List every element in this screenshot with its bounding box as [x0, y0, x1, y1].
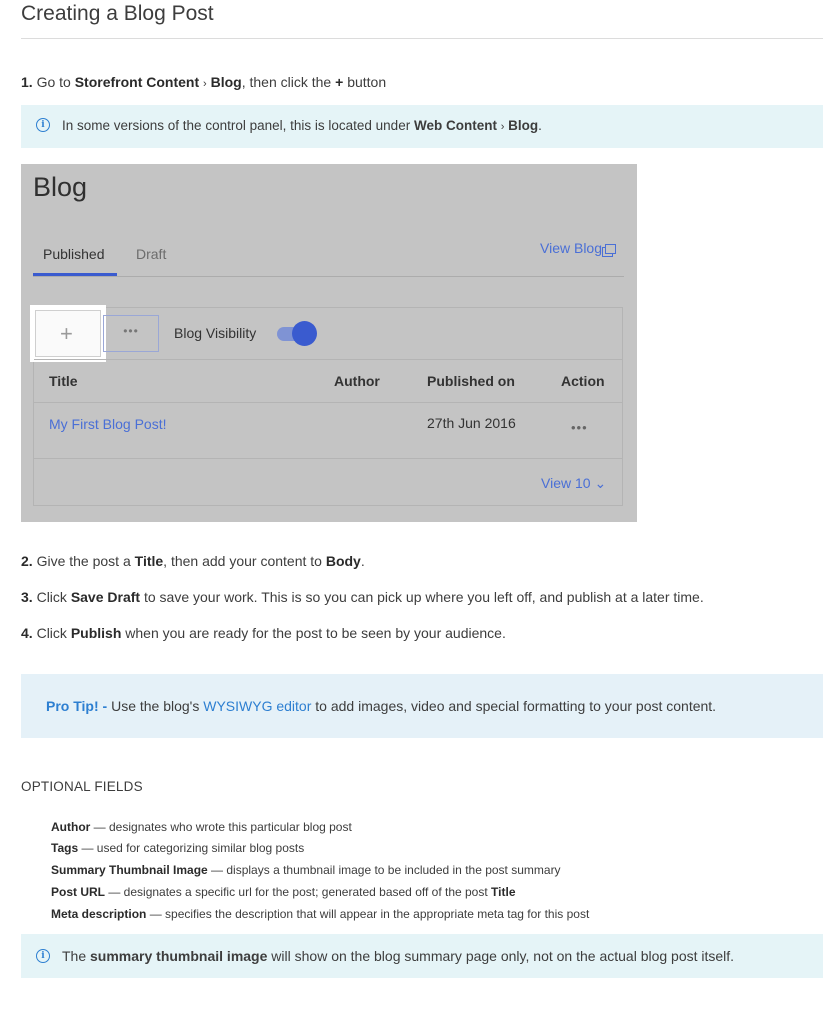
field-desc: — used for categorizing similar blog posts: [81, 841, 305, 855]
step-bold: Storefront Content: [74, 74, 200, 90]
pro-tip-box: [21, 674, 823, 738]
info-icon: i: [36, 949, 50, 963]
field-desc: — specifies the description that will appear in the appropriate meta tag for this post: [149, 907, 590, 921]
add-post-button[interactable]: [35, 310, 101, 357]
title-divider: [21, 38, 823, 39]
step-text: Click: [36, 589, 67, 605]
step-bold: Body: [325, 553, 361, 569]
column-header-title[interactable]: Title: [49, 373, 78, 389]
pro-tip-text: Use the blog's: [111, 698, 200, 714]
step-number: 4.: [21, 625, 33, 641]
note-bold: summary thumbnail image: [90, 948, 268, 964]
field-desc: — designates who wrote this particular blog post: [93, 820, 352, 834]
step-number: 2.: [21, 553, 33, 569]
info-icon: i: [36, 118, 50, 132]
step-text: when you are ready for the post to be seen by your audience.: [125, 625, 506, 641]
column-header-author[interactable]: Author: [334, 373, 380, 389]
step-bold: +: [335, 74, 344, 90]
row-divider: [34, 458, 622, 459]
field-item-author: [51, 819, 352, 835]
pro-tip-label: Pro Tip! -: [46, 698, 108, 714]
plus-icon: +: [60, 321, 73, 346]
post-action-menu[interactable]: •••: [571, 420, 588, 435]
step-1: [21, 73, 386, 93]
pro-tip-text: to add images, video and special formatting to your post content.: [315, 698, 717, 714]
step-number: 3.: [21, 589, 33, 605]
column-header-action: Action: [561, 373, 605, 389]
tab-draft[interactable]: Draft: [136, 246, 167, 262]
wysiwyg-editor-link[interactable]: WYSIWYG editor: [203, 698, 312, 714]
post-published-date: 27th Jun 2016: [427, 415, 516, 431]
tabs-divider: [33, 276, 624, 277]
step-text: Give the post a: [36, 553, 131, 569]
view-blog-label: View Blog: [540, 240, 603, 256]
info-note: [21, 934, 823, 978]
row-divider: [34, 402, 622, 403]
step-text: .: [360, 553, 365, 569]
blog-visibility-label: Blog Visibility: [174, 325, 257, 341]
external-window-icon: [605, 244, 616, 254]
view-count-dropdown[interactable]: View 10 ⌄: [541, 475, 607, 491]
step-number: 1.: [21, 74, 33, 90]
blog-screenshot: [21, 164, 637, 522]
info-note: [21, 105, 823, 148]
step-text: , then add your content to: [163, 553, 322, 569]
field-name: Author: [51, 820, 91, 834]
step-4: [21, 624, 506, 642]
note-text: will show on the blog summary page only, not on the actual blog post itself.: [271, 948, 735, 964]
step-2: [21, 552, 365, 570]
note-bold: Blog: [508, 118, 539, 133]
step-text: to save your work. This is so you can pick up where you left off, and publish at a later time.: [143, 589, 704, 605]
step-bold: Title: [134, 553, 164, 569]
step-text: button: [347, 74, 387, 90]
note-text: In some versions of the control panel, this is located under: [62, 118, 411, 133]
field-name: Tags: [51, 841, 79, 855]
note-bold: Web Content: [413, 118, 497, 133]
field-item-tags: [51, 840, 304, 856]
tab-published[interactable]: Published: [43, 246, 105, 262]
field-item-summary-thumbnail: [51, 862, 561, 878]
step-text: Go to: [36, 74, 71, 90]
field-name: Post URL: [51, 885, 105, 899]
note-text: The: [62, 948, 87, 964]
breadcrumb-separator: ›: [500, 121, 505, 133]
view-blog-link[interactable]: [540, 240, 616, 256]
field-item-post-url: [51, 884, 516, 900]
step-text: , then click the: [241, 74, 332, 90]
field-name: Summary Thumbnail Image: [51, 863, 208, 877]
field-suffix: Title: [491, 885, 516, 899]
step-bold: Save Draft: [70, 589, 141, 605]
post-title-link[interactable]: My First Blog Post!: [49, 416, 167, 432]
blog-heading: Blog: [33, 172, 88, 202]
field-desc: — displays a thumbnail image to be included in the post summary: [211, 863, 561, 877]
note-text: .: [538, 118, 542, 133]
more-options-button[interactable]: •••: [103, 315, 159, 352]
field-item-meta-description: [51, 906, 589, 922]
column-header-published-on[interactable]: Published on: [427, 373, 515, 389]
step-bold: Publish: [70, 625, 122, 641]
step-3: [21, 588, 704, 606]
row-divider: [34, 359, 622, 360]
toggle-knob[interactable]: [292, 321, 317, 346]
step-bold: Blog: [210, 74, 242, 90]
breadcrumb-separator: ›: [203, 78, 207, 90]
field-desc: — designates a specific url for the post; generated based off of the post: [108, 885, 488, 899]
page-title: Creating a Blog Post: [21, 2, 214, 25]
step-text: Click: [36, 625, 67, 641]
field-name: Meta description: [51, 907, 147, 921]
optional-fields-heading: OPTIONAL FIELDS: [21, 779, 143, 794]
